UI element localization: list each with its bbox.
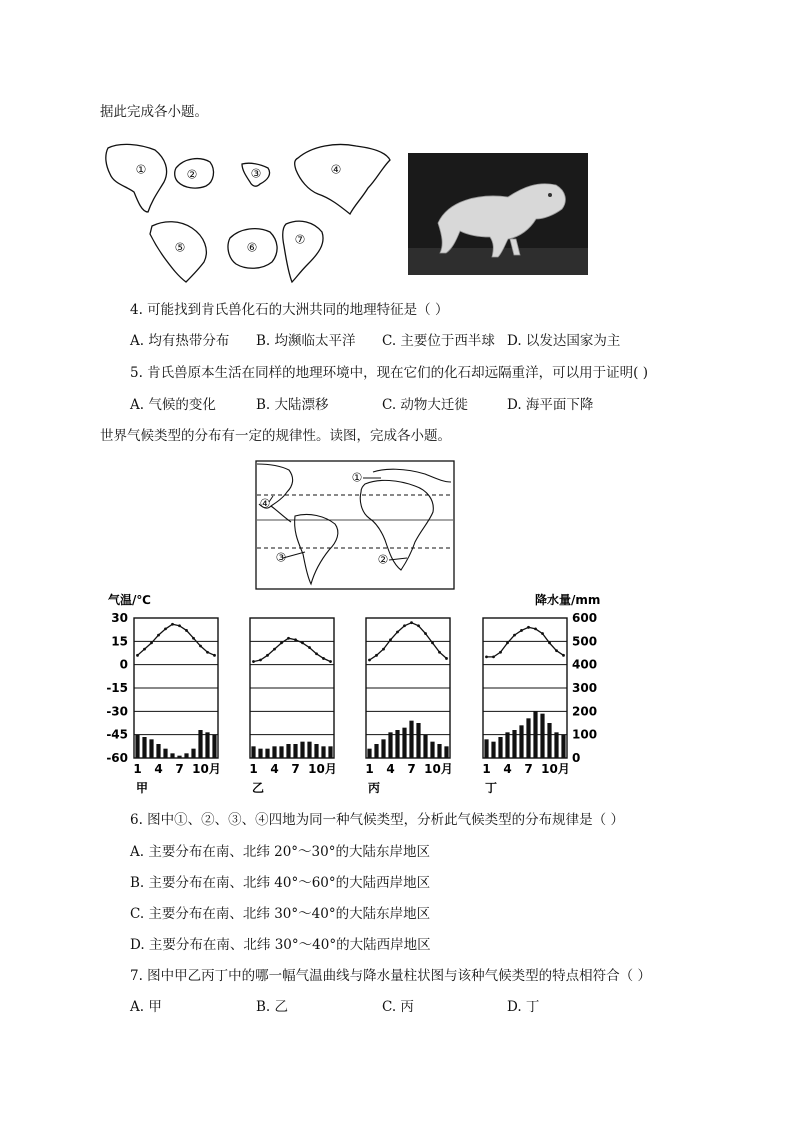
temperature-point [541,632,544,635]
precip-bar [307,742,311,758]
q4-option-b[interactable]: B. 均濒临太平洋 [256,333,356,349]
month-tick-label: 4 [503,762,512,776]
precip-bar [409,721,413,758]
temperature-point [492,655,495,658]
world-map [255,460,455,590]
q6-option-d[interactable]: D. 主要分布在南、北纬 30°～40°的大陆西岸地区 [130,937,431,953]
precip-bar [258,749,262,758]
precip-bar [300,742,304,758]
temperature-point [534,627,537,630]
temperature-point [308,646,311,649]
temperature-point [562,654,565,657]
precip-bar [416,723,420,758]
precip-bar [512,730,516,758]
q6-option-c[interactable]: C. 主要分布在南、北纬 30°～40°的大陆东岸地区 [130,906,431,922]
temperature-point [513,634,516,637]
precip-bar [561,735,565,758]
temperature-point [445,657,448,660]
temperature-point [199,645,202,648]
climate-chart-4 [482,618,570,795]
temperature-point [499,651,502,654]
temperature-point [185,629,188,632]
q7-option-a[interactable]: A. 甲 [130,999,162,1015]
left-tick-label: 15 [111,634,128,649]
month-tick-label: 1 [249,762,258,776]
precip-bar [286,744,290,758]
precip-bar [321,746,325,758]
temperature-point [368,659,371,662]
temperature-point [143,648,146,651]
precip-bar [423,735,427,758]
precip-bar [533,711,537,758]
precip-bar [484,739,488,758]
month-tick-label: 4 [154,762,163,776]
precip-bar [328,746,332,758]
continent-south-america [283,221,323,282]
right-tick-label: 100 [572,727,598,742]
temperature-point [252,660,255,663]
precip-bar [437,744,441,758]
temperature-point [527,626,530,629]
temperature-point [213,654,216,657]
chart-name-label: 甲 [135,781,149,795]
precip-bar [156,744,160,758]
precip-bar [142,737,146,758]
left-tick-label: -45 [106,727,128,742]
month-tick-label: 1 [482,762,491,776]
right-tick-label: 200 [572,704,598,719]
precip-bar [374,744,378,758]
temperature-point [431,641,434,644]
right-axis-ticks [572,611,597,765]
precip-bar [191,749,195,758]
precip-bar [177,756,181,758]
precip-bar [212,735,216,758]
precip-bar [402,728,406,758]
month-tick-label: 4 [270,762,279,776]
precip-bar [547,723,551,758]
left-tick-label: 30 [111,611,128,625]
month-tick-label: 7 [175,762,184,776]
temperature-point [273,648,276,651]
climate-chart-2 [249,618,337,795]
q6-stem: 6. 图中①、②、③、④四地为同一种气候类型，分析此气候类型的分布规律是（ ） [130,812,624,828]
temperature-point [424,632,427,635]
temperature-point [259,659,262,662]
continent-africa [106,144,167,212]
temperature-point [171,623,174,626]
temperature-point [280,641,283,644]
month-tick-label: 7 [407,762,416,776]
continent-asia [295,145,390,215]
left-axis-ticks [106,611,128,765]
month-tick-label: 7 [291,762,300,776]
left-tick-label: 0 [119,657,128,672]
precip-bar [554,732,558,758]
temperature-point [396,631,399,634]
precip-bar [526,718,530,758]
right-tick-label: 300 [572,681,598,695]
temperature-point [192,637,195,640]
fossil-photo [408,153,588,275]
climate-charts [100,590,610,802]
right-tick-label: 500 [572,634,598,649]
q6-option-b[interactable]: B. 主要分布在南、北纬 40°～60°的大陆西岸地区 [130,875,431,891]
precip-bar [430,742,434,758]
precip-bar [170,753,174,758]
q5-stem: 5. 肯氏兽原本生活在同样的地理环境中，现在它们的化石却远隔重洋，可以用于证明( ) [130,365,648,381]
right-tick-label: 400 [572,657,598,672]
q5-option-a[interactable]: A. 气候的变化 [130,397,216,413]
temperature-point [548,641,551,644]
temperature-point [520,629,523,632]
q5-option-d[interactable]: D. 海平面下降 [507,397,594,413]
continent-label-1: ① [135,162,147,177]
precip-bar [505,732,509,758]
precip-bar [395,730,399,758]
temperature-point [382,648,385,651]
right-tick-label: 0 [572,751,581,765]
precip-bar [163,749,167,758]
left-tick-label: -30 [106,704,128,719]
continent-label-6: ⑥ [246,240,258,255]
temperature-point [506,641,509,644]
temperature-point [164,627,167,630]
temperature-point [266,654,269,657]
temperature-point [389,638,392,641]
temperature-point [294,638,297,641]
left-tick-label: -60 [106,751,128,765]
precip-bar [381,739,385,758]
temperature-point [136,654,139,657]
chart-name-label: 丙 [367,781,381,795]
precip-bar [498,737,502,758]
temperature-point [375,654,378,657]
precip-bar [272,746,276,758]
q7-option-b[interactable]: B. 乙 [256,999,289,1015]
intro-text-2: 世界气候类型的分布有一定的规律性。读图，完成各小题。 [100,428,451,444]
climate-chart-panels [133,618,570,795]
temperature-point [555,649,558,652]
precip-bar [444,746,448,758]
q5-option-b[interactable]: B. 大陆漂移 [256,397,329,413]
temperature-point [150,641,153,644]
map-label-1: ① [351,470,363,485]
q7-option-d[interactable]: D. 丁 [507,999,540,1015]
intro-text-1: 据此完成各小题。 [100,104,208,120]
map-label-2: ② [377,552,389,567]
q4-option-d[interactable]: D. 以发达国家为主 [507,333,621,349]
map-label-4: ④ [259,496,271,511]
precip-bar [314,744,318,758]
continent-label-4: ④ [330,162,342,177]
precip-bar [184,753,188,758]
temperature-point [329,660,332,663]
q7-stem: 7. 图中甲乙丙丁中的哪一幅气温曲线与降水量柱状图与该种气候类型的特点相符合（ ） [130,968,651,984]
q5-option-c[interactable]: C. 动物大迁徙 [382,397,468,413]
precip-bar [388,732,392,758]
q4-option-c[interactable]: C. 主要位于西半球 [382,333,495,349]
precip-bar [198,730,202,758]
temperature-point [417,624,420,627]
month-tick-label: 7 [524,762,533,776]
temperature-point [322,657,325,660]
precip-bar [205,732,209,758]
precip-bar [135,735,139,758]
q4-option-a[interactable]: A. 均有热带分布 [130,333,230,349]
precip-bar [540,714,544,758]
continents-figure [100,140,395,285]
month-tick-label: 1 [365,762,374,776]
q6-option-a[interactable]: A. 主要分布在南、北纬 20°～30°的大陆东岸地区 [130,844,430,860]
precip-bar [265,749,269,758]
month-tick-label: 10月 [308,762,337,776]
temperature-point [206,651,209,654]
temperature-point [287,637,290,640]
map-label-3: ③ [275,550,287,565]
chart-name-label: 丁 [484,781,498,795]
q4-stem: 4. 可能找到肯氏兽化石的大洲共同的地理特征是（ ） [130,302,449,318]
temperature-point [157,634,160,637]
month-tick-label: 1 [133,762,142,776]
left-tick-label: -15 [106,681,128,695]
q7-option-c[interactable]: C. 丙 [382,999,414,1015]
precip-bar [491,742,495,758]
precip-bar [279,746,283,758]
temperature-point [438,651,441,654]
climate-chart-1 [133,618,221,795]
right-axis-label: 降水量/mm [535,593,601,607]
temperature-point [485,655,488,658]
precip-bar [367,749,371,758]
precip-bar [519,725,523,758]
right-tick-label: 600 [572,611,598,625]
precip-bar [251,746,255,758]
temperature-point [178,624,181,627]
month-tick-label: 10月 [424,762,453,776]
continent-label-5: ⑤ [174,240,186,255]
month-tick-label: 4 [386,762,395,776]
temperature-point [301,641,304,644]
temperature-point [410,621,413,624]
month-tick-label: 10月 [192,762,221,776]
precip-bar [293,744,297,758]
month-tick-label: 10月 [541,762,570,776]
continent-label-3: ③ [250,166,262,181]
temperature-point [403,624,406,627]
chart-name-label: 乙 [251,781,265,795]
climate-chart-3 [365,618,453,795]
temperature-point [315,652,318,655]
left-axis-label: 气温/℃ [108,593,151,607]
precip-bar [149,739,153,758]
continent-label-7: ⑦ [294,232,306,247]
continent-label-2: ② [186,167,198,182]
